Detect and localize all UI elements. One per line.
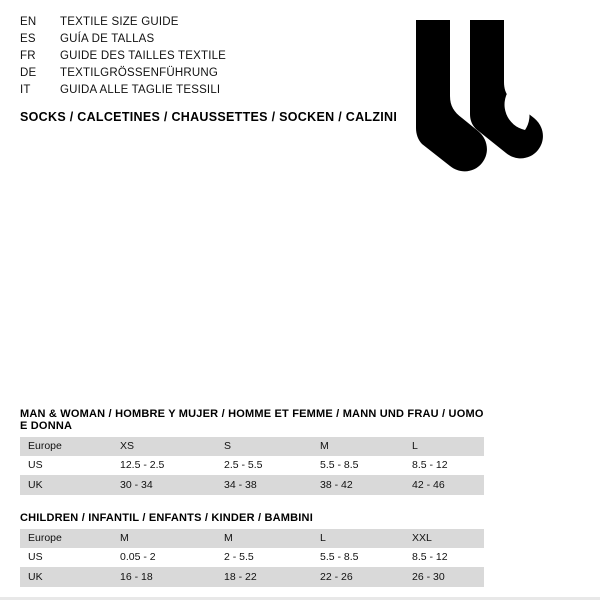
adult-table-caption: MAN & WOMAN / HOMBRE Y MUJER / HOMME ET FEMME / MANN UND FRAU / UOMO E DONNA [20, 408, 484, 432]
adult-size-table-block [20, 408, 484, 495]
cell-value: 16 - 18 [112, 568, 216, 588]
cell-value: 30 - 34 [112, 476, 216, 496]
language-code-de: DE [20, 67, 37, 79]
language-text-it: GUIDA ALLE TAGLIE TESSILI [60, 84, 221, 96]
table-header-row [20, 437, 484, 456]
row-label: UK [20, 568, 112, 588]
adult-size-table [20, 437, 484, 495]
cell-value: 8.5 - 12 [404, 548, 484, 568]
language-text-en: TEXTILE SIZE GUIDE [60, 16, 179, 28]
language-text-de: TEXTILGRÖSSENFÜHRUNG [60, 67, 218, 79]
language-row [20, 33, 380, 50]
cell-value: 5.5 - 8.5 [312, 456, 404, 476]
column-header: M [112, 529, 216, 548]
language-row [20, 50, 380, 67]
cell-value: 2.5 - 5.5 [216, 456, 312, 476]
language-list [20, 16, 380, 101]
language-code-it: IT [20, 84, 31, 96]
column-header: M [312, 437, 404, 456]
column-header: M [216, 529, 312, 548]
column-header: L [404, 437, 484, 456]
children-table-caption: CHILDREN / INFANTIL / ENFANTS / KINDER / BAMBINI [20, 512, 313, 524]
table-row [20, 568, 484, 588]
cell-value: 12.5 - 2.5 [112, 456, 216, 476]
table-row [20, 476, 484, 496]
row-label: US [20, 456, 112, 476]
cell-value: 8.5 - 12 [404, 456, 484, 476]
table-row [20, 548, 484, 568]
cell-value: 5.5 - 8.5 [312, 548, 404, 568]
cell-value: 34 - 38 [216, 476, 312, 496]
socks-icon [408, 18, 578, 178]
table-header-row [20, 529, 484, 548]
language-row [20, 67, 380, 84]
cell-value: 18 - 22 [216, 568, 312, 588]
language-text-fr: GUIDE DES TAILLES TEXTILE [60, 50, 227, 62]
language-text-es: GUÍA DE TALLAS [60, 33, 155, 45]
cell-value: 26 - 30 [404, 568, 484, 588]
cell-value: 2 - 5.5 [216, 548, 312, 568]
children-size-table-block [20, 512, 484, 587]
cell-value: 42 - 46 [404, 476, 484, 496]
language-code-es: ES [20, 33, 36, 45]
cell-value: 22 - 26 [312, 568, 404, 588]
page-title: SOCKS / CALCETINES / CHAUSSETTES / SOCKEN / CALZINI [20, 110, 398, 124]
row-label: US [20, 548, 112, 568]
column-header: Europe [20, 437, 112, 456]
language-row [20, 16, 380, 33]
table-row [20, 456, 484, 476]
language-row [20, 84, 380, 101]
cell-value: 0.05 - 2 [112, 548, 216, 568]
column-header: S [216, 437, 312, 456]
column-header: XXL [404, 529, 484, 548]
language-code-fr: FR [20, 50, 36, 62]
column-header: XS [112, 437, 216, 456]
column-header: Europe [20, 529, 112, 548]
column-header: L [312, 529, 404, 548]
cell-value: 38 - 42 [312, 476, 404, 496]
row-label: UK [20, 476, 112, 496]
children-size-table [20, 529, 484, 587]
language-code-en: EN [20, 16, 37, 28]
